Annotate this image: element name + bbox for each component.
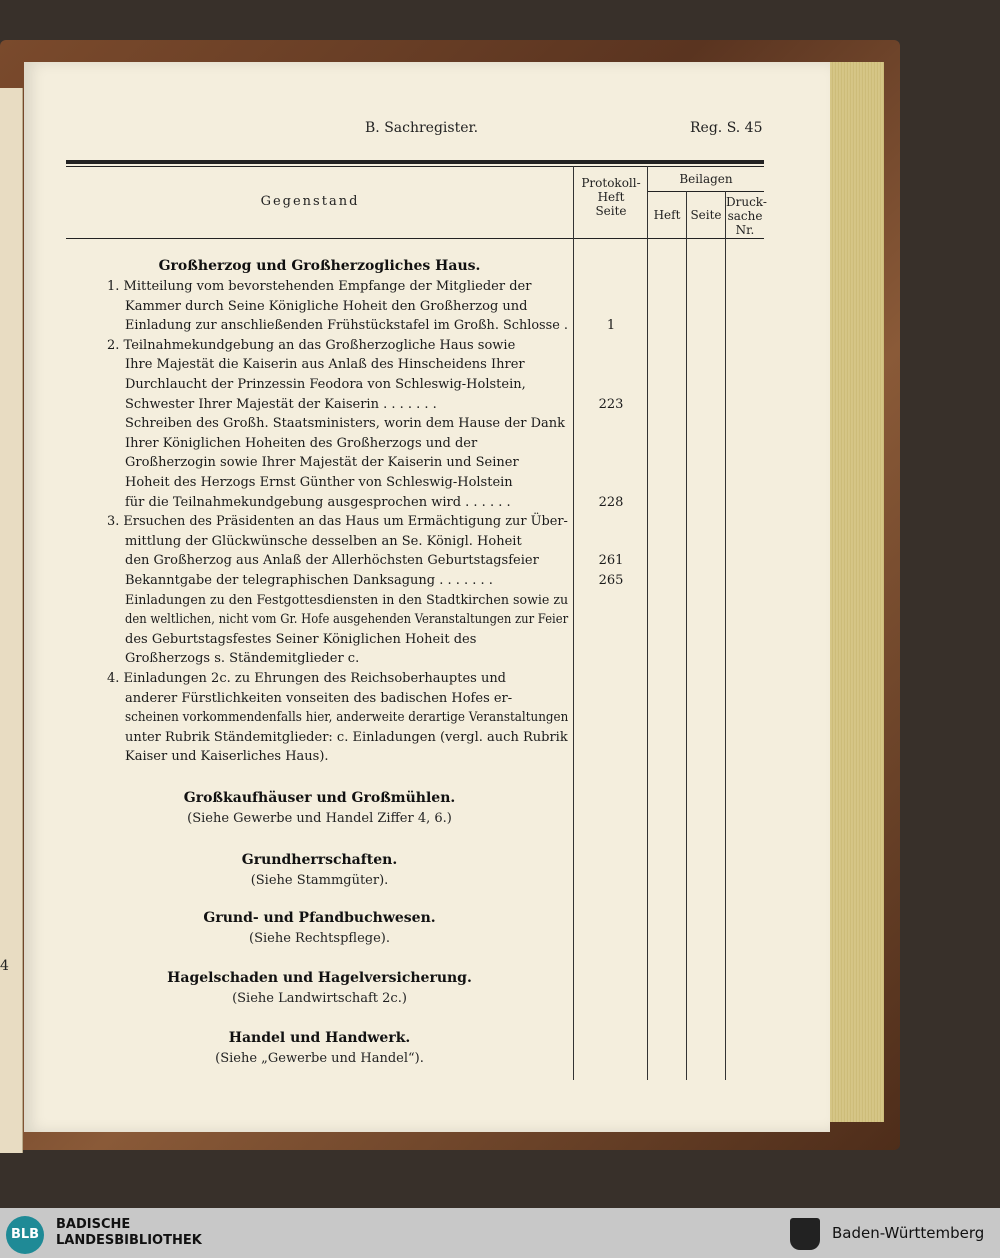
entry-line: Schreiben des Großh. Staatsministers, worin dem Hause der Dank: [125, 416, 566, 431]
entry-line: 3. Ersuchen des Präsidenten an das Haus um Ermächtigung zur Über-: [107, 514, 568, 529]
section-reference: (Siehe Landwirtschaft 2c.): [232, 991, 407, 1006]
coat-of-arms-icon: [790, 1218, 820, 1250]
entry-line: Einladung zur anschließenden Frühstückstafel im Großh. Schlosse .: [125, 318, 568, 333]
section-title: Großkaufhäuser und Großmühlen.: [183, 790, 456, 806]
partner-name[interactable]: Baden-Württemberg: [832, 1224, 985, 1242]
library-name-line: BADISCHE: [56, 1217, 131, 1232]
section-title: Grund- und Pfandbuchwesen.: [203, 910, 436, 926]
header-beilagen: Beilagen: [679, 172, 733, 186]
section-reference: (Siehe Gewerbe und Handel Ziffer 4, 6.): [187, 811, 452, 826]
header-protokoll: [575, 176, 647, 218]
column-divider: [573, 166, 574, 1080]
section-title: Grundherrschaften.: [241, 852, 398, 868]
table-header-rule: [66, 238, 764, 239]
entry-line: Kaiser und Kaiserliches Haus).: [125, 749, 329, 764]
entry-page-number: 261: [598, 553, 624, 568]
section-reference: (Siehe Stammgüter).: [250, 873, 389, 888]
header-drucksache-line: sache: [727, 209, 763, 223]
entry-line: 2. Teilnahmekundgebung an das Großherzogliche Haus sowie: [107, 338, 516, 353]
library-name-line: LANDESBIBLIOTHEK: [56, 1233, 202, 1248]
blb-logo[interactable]: BLB: [6, 1216, 44, 1254]
entry-page-number: 228: [598, 495, 624, 510]
entry-line: den Großherzog aus Anlaß der Allerhöchsten Geburtstagsfeier: [125, 553, 539, 568]
header-drucksache-line: Nr.: [735, 223, 755, 237]
section-title: Handel und Handwerk.: [228, 1030, 411, 1046]
entry-line: Bekanntgabe der telegraphischen Danksagung . . . . . . .: [125, 573, 493, 588]
table-top-rule-thin: [66, 166, 764, 167]
entry-line: für die Teilnahmekundgebung ausgesprochen wird . . . . . .: [125, 495, 511, 510]
beilagen-rule: [648, 191, 764, 192]
section-title: Großherzog und Großherzogliches Haus.: [158, 258, 481, 274]
running-title: B. Sachregister.: [365, 120, 479, 136]
library-name[interactable]: [56, 1217, 202, 1249]
table-top-rule: [66, 160, 764, 164]
entry-line: anderer Fürstlichkeiten vonseiten des badischen Hofes er-: [125, 691, 513, 706]
entry-line: scheinen vorkommendenfalls hier, anderweite derartige Veranstaltungen: [125, 710, 569, 725]
header-gegenstand: Gegenstand: [260, 194, 360, 209]
entry-line: 1. Mitteilung vom bevorstehenden Empfange der Mitglieder der: [107, 279, 532, 294]
page-reference: Reg. S. 45: [690, 120, 763, 136]
entry-line: Schwester Ihrer Majestät der Kaiserin . . . . . . .: [125, 397, 437, 412]
footer-bar: [0, 1208, 1000, 1258]
header-drucksache: [726, 195, 767, 237]
header-seite: Seite: [690, 208, 722, 222]
column-divider: [725, 191, 726, 1080]
page-block-edge: [828, 62, 884, 1122]
entry-line: Einladungen zu den Festgottesdiensten in den Stadtkirchen sowie zu: [125, 593, 569, 608]
entry-line: Ihre Majestät die Kaiserin aus Anlaß des Hinscheidens Ihrer: [125, 357, 525, 372]
entry-line: Großherzogin sowie Ihrer Majestät der Kaiserin und Seiner: [125, 455, 519, 470]
left-page-edge: [0, 88, 23, 1153]
entry-page-number: 223: [598, 397, 624, 412]
entry-line: unter Rubrik Ständemitglieder: c. Einladungen (vergl. auch Rubrik: [125, 730, 568, 745]
entry-line: Großherzogs s. Ständemitglieder c.: [125, 651, 360, 666]
header-protokoll-line: Seite: [595, 204, 627, 218]
section-reference: (Siehe Rechtspflege).: [249, 931, 390, 946]
header-heft: Heft: [653, 208, 681, 222]
entry-line: des Geburtstagsfestes Seiner Königlichen Hoheit des: [125, 632, 477, 647]
entry-page-number: 265: [598, 573, 624, 588]
section-title: Hagelschaden und Hagelversicherung.: [167, 970, 472, 986]
entry-page-number: 1: [606, 318, 616, 333]
entry-line: mittlung der Glückwünsche desselben an Se. Königl. Hoheit: [125, 534, 522, 549]
entry-line: Hoheit des Herzogs Ernst Günther von Schleswig-Holstein: [125, 475, 513, 490]
column-divider: [647, 166, 648, 1080]
entry-line: den weltlichen, nicht vom Gr. Hofe ausgehenden Veranstaltungen zur Feier: [125, 612, 569, 627]
entry-line: Durchlaucht der Prinzessin Feodora von Schleswig-Holstein,: [125, 377, 526, 392]
left-page-number: 4: [0, 958, 9, 974]
header-protokoll-line: Heft: [597, 190, 625, 204]
section-reference: (Siehe „Gewerbe und Handel“).: [215, 1051, 424, 1066]
entry-line: Kammer durch Seine Königliche Hoheit den Großherzog und: [125, 299, 528, 314]
header-drucksache-line: Druck-: [726, 195, 767, 209]
entry-line: Ihrer Königlichen Hoheiten des Großherzogs und der: [125, 436, 478, 451]
entry-line: 4. Einladungen 2c. zu Ehrungen des Reichsoberhauptes und: [107, 671, 507, 686]
column-divider: [686, 191, 687, 1080]
header-protokoll-line: Protokoll-: [581, 176, 641, 190]
